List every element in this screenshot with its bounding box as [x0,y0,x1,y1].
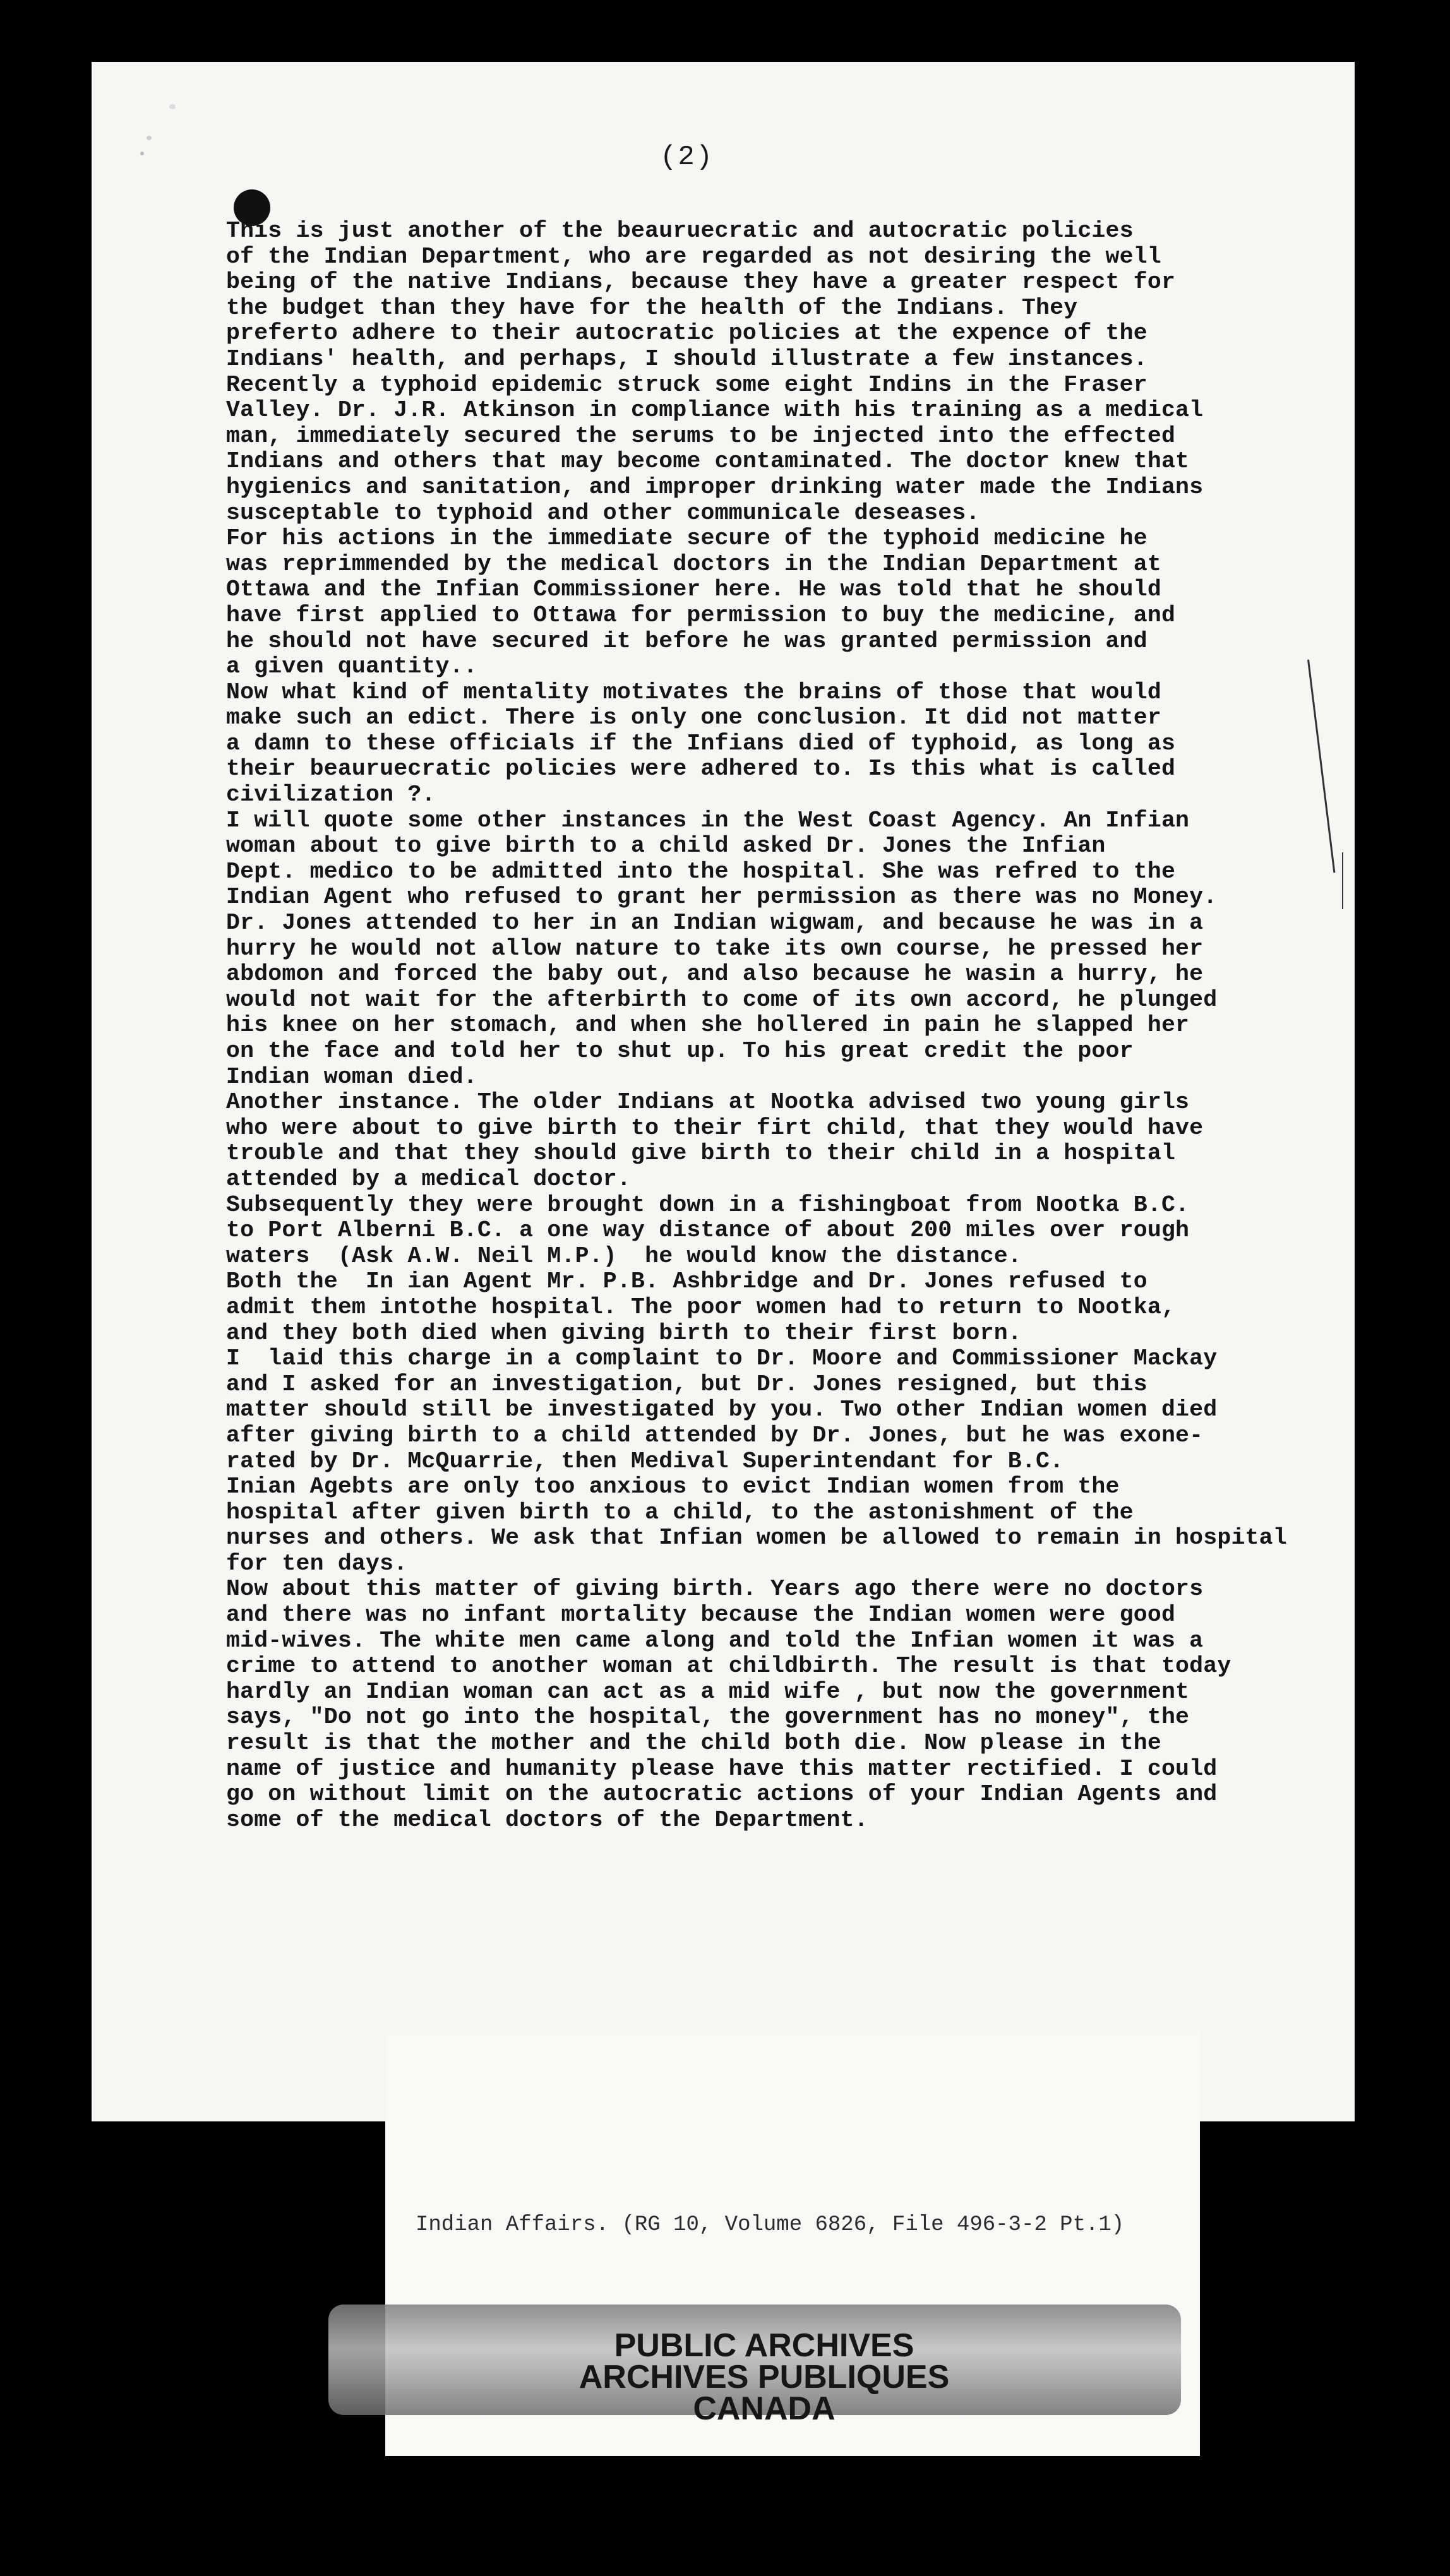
text-line: hygienics and sanitation, and improper drinking water made the Indians [226,474,1204,500]
text-line: I will quote some other instances in the West Coast Agency. An Infian [226,807,1190,833]
text-line: of the Indian Department, who are regarded as not desiring the well [226,243,1161,270]
text-line: and they both died when giving birth to their first born. [226,1320,1022,1346]
stamp-line-1: PUBLIC ARCHIVES [614,2327,914,2364]
letter-body [226,218,1382,1833]
text-line: make such an edict. There is only one conclusion. It did not matter [226,705,1161,731]
text-line: a given quantity.. [226,653,477,680]
text-line: Indian woman died. [226,1063,477,1090]
text-line: some of the medical doctors of the Department. [226,1806,868,1833]
text-line: go on without limit on the autocratic actions of your Indian Agents and [226,1781,1218,1808]
text-line: a damn to these officials if the Infians died of typhoid, as long as [226,730,1176,756]
text-line: he should not have secured it before he was granted permission and [226,628,1147,654]
text-line: Now what kind of mentality motivates the brains of those that would [226,679,1161,705]
text-line: I laid this charge in a complaint to Dr. Moore and Commissioner Mackay [226,1345,1218,1372]
text-line: and there was no infant mortality because the Indian women were good [226,1602,1176,1628]
text-line: trouble and that they should give birth to their child in a hospital [226,1140,1176,1167]
text-line: Subsequently they were brought down in a fishingboat from Nootka B.C. [226,1191,1190,1218]
text-line: for ten days. [226,1550,408,1577]
dust-speck [169,104,176,109]
text-line: who were about to give birth to their firt child, that they would have [226,1114,1204,1141]
text-line: Dr. Jones attended to her in an Indian wigwam, and because he was in a [226,910,1204,936]
text-line: matter should still be investigated by you. Two other Indian women died [226,1397,1218,1423]
dust-speck [140,152,144,155]
text-line: This is just another of the beauruecratic and autocratic policies [226,218,1134,244]
page-number: (2) [660,141,714,173]
text-line: man, immediately secured the serums to be injected into the effected [226,422,1176,449]
text-line: abdomon and forced the baby out, and also because he wasin a hurry, he [226,961,1204,987]
text-line: Inian Agebts are only too anxious to evict Indian women from the [226,1474,1120,1500]
text-line: woman about to give birth to a child asked Dr. Jones the Infian [226,833,1106,859]
text-line: Indian Agent who refused to grant her permission as there was no Money. [226,884,1218,910]
stamp-line-2: ARCHIVES PUBLIQUES [578,2359,950,2395]
text-line: Indians and others that may become contaminated. The doctor knew that [226,448,1190,475]
text-line: his knee on her stomach, and when she hollered in pain he slapped her [226,1012,1190,1039]
text-line: waters (Ask A.W. Neil M.P.) he would know the distance. [226,1243,1022,1269]
text-line: to Port Alberni B.C. a one way distance of about 200 miles over rough [226,1217,1190,1244]
text-line: name of justice and humanity please have this matter rectified. I could [226,1755,1218,1782]
text-line: Both the In ian Agent Mr. P.B. Ashbridge and Dr. Jones refused to [226,1268,1147,1295]
text-line: hurry he would not allow nature to take its own course, he pressed her [226,935,1204,962]
text-line: after giving birth to a child attended by Dr. Jones, but he was exone- [226,1422,1204,1448]
text-line: on the face and told her to shut up. To his great credit the poor [226,1038,1134,1064]
text-line: result is that the mother and the child both die. Now please in the [226,1730,1161,1756]
text-line: admit them intothe hospital. The poor women had to return to Nootka, [226,1294,1176,1320]
text-line: crime to attend to another woman at childbirth. The result is that today [226,1653,1231,1679]
text-line: would not wait for the afterbirth to come of its own accord, he plunged [226,986,1218,1013]
public-archives-stamp [530,2327,998,2427]
text-line: susceptable to typhoid and other communicale deseases. [226,499,980,526]
text-line: nurses and others. We ask that Infian women be allowed to remain in hospital [226,1525,1287,1551]
text-line: Indians' health, and perhaps, I should illustrate a few instances. [226,345,1147,372]
text-line: Dept. medico to be admitted into the hospital. She was refred to the [226,858,1176,885]
text-line: Now about this matter of giving birth. Years ago there were no doctors [226,1576,1204,1602]
text-line: their beauruecratic policies were adhered to. Is this what is called [226,756,1176,782]
dust-speck [147,136,152,140]
text-line: rated by Dr. McQuarrie, then Medival Superintendant for B.C. [226,1448,1064,1474]
text-line: civilization ?. [226,782,436,808]
text-line: attended by a medical doctor. [226,1166,632,1192]
text-line: hospital after given birth to a child, to the astonishment of the [226,1499,1134,1525]
archive-citation: Indian Affairs. (RG 10, Volume 6826, File 496-3-2 Pt.1) [416,2213,1125,2237]
stamp-line-3: CANADA [693,2390,836,2427]
text-line: was reprimmended by the medical doctors in the Indian Department at [226,551,1161,577]
text-line: Recently a typhoid epidemic struck some eight Indins in the Fraser [226,371,1147,398]
text-line: hardly an Indian woman can act as a mid wife , but now the government [226,1678,1190,1705]
margin-pencil-line [1342,852,1343,909]
text-line: Ottawa and the Infian Commissioner here. He was told that he should [226,576,1161,603]
text-line: says, "Do not go into the hospital, the government has no money", the [226,1704,1190,1731]
text-line: mid-wives. The white men came along and told the Infian women it was a [226,1627,1204,1654]
text-line: For his actions in the immediate secure of the typhoid medicine he [226,525,1147,552]
text-line: being of the native Indians, because they have a greater respect for [226,269,1176,295]
text-line: preferto adhere to their autocratic policies at the expence of the [226,320,1147,347]
text-line: Another instance. The older Indians at Nootka advised two young girls [226,1089,1190,1116]
text-line: Valley. Dr. J.R. Atkinson in compliance with his training as a medical [226,397,1204,424]
text-line: and I asked for an investigation, but Dr. Jones resigned, but this [226,1371,1147,1397]
text-line: have first applied to Ottawa for permission to buy the medicine, and [226,602,1176,628]
text-line: the budget than they have for the health of the Indians. They [226,294,1078,321]
